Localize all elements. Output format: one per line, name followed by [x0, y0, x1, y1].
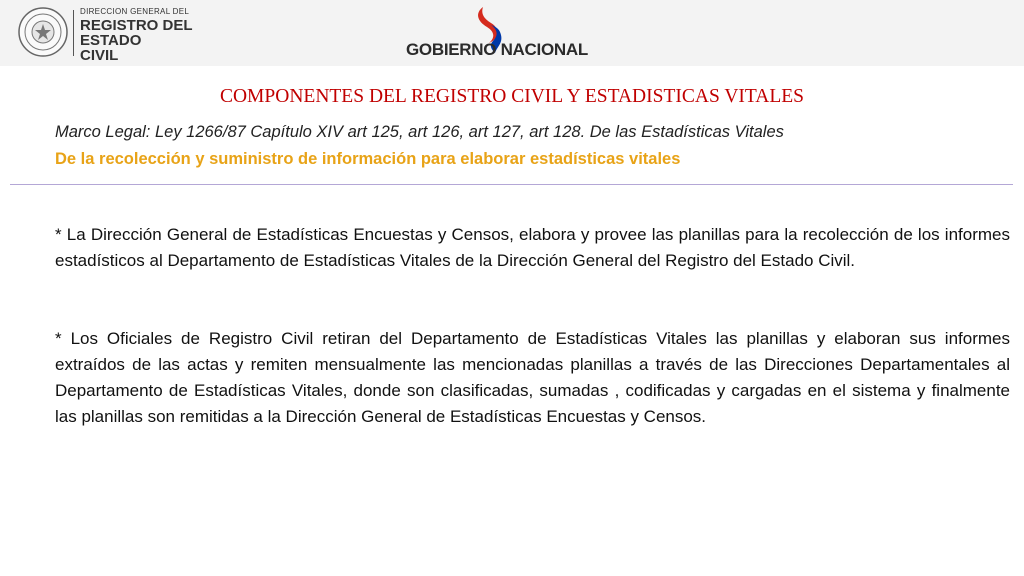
paragraph-2: * Los Oficiales de Registro Civil retiran del Departamento de Estadísticas Vitales las planillas y elaboran sus informes extraídos de las actas y remiten mensualmente las mencionadas planillas a través de las Direcciones Departamentales al Departamento de Estadísticas Vitales, donde son clasificadas, sumadas , codificadas y cargadas en el sistema y finalmente las planillas son remitidas a la Dirección General de Estadísticas Encuestas y Censos.: [55, 329, 1010, 426]
paragraph-1: * La Dirección General de Estadísticas Encuestas y Censos, elabora y provee las planillas para la recolección de los informes estadísticos al Departamento de Estadísticas Vitales de la Dirección General del Registro del Estado Civil.: [55, 225, 1010, 270]
registry-logo-line1: DIRECCION GENERAL DEL: [80, 7, 190, 16]
gobierno-nacional-text: GOBIERNO NACIONAL: [406, 40, 588, 59]
national-seal-icon: [18, 7, 68, 57]
registry-logo-line2: REGISTRO DEL: [80, 17, 193, 34]
registry-logo: [80, 8, 193, 63]
divider-line: [10, 184, 1013, 185]
header-bar: [0, 0, 1024, 66]
legal-basis: Marco Legal: Ley 1266/87 Capítulo XIV art 125, art 126, art 127, art 128. De las Estadísticas Vitales: [55, 123, 784, 141]
registry-logo-line3: ESTADO: [80, 32, 142, 49]
logo-divider: [73, 10, 74, 56]
slide-title: COMPONENTES DEL REGISTRO CIVIL Y ESTADISTICAS VITALES: [219, 86, 805, 107]
slide-subtitle: De la recolección y suministro de información para elaborar estadísticas vitales: [55, 150, 681, 168]
registry-logo-line4: CIVIL: [80, 47, 119, 64]
